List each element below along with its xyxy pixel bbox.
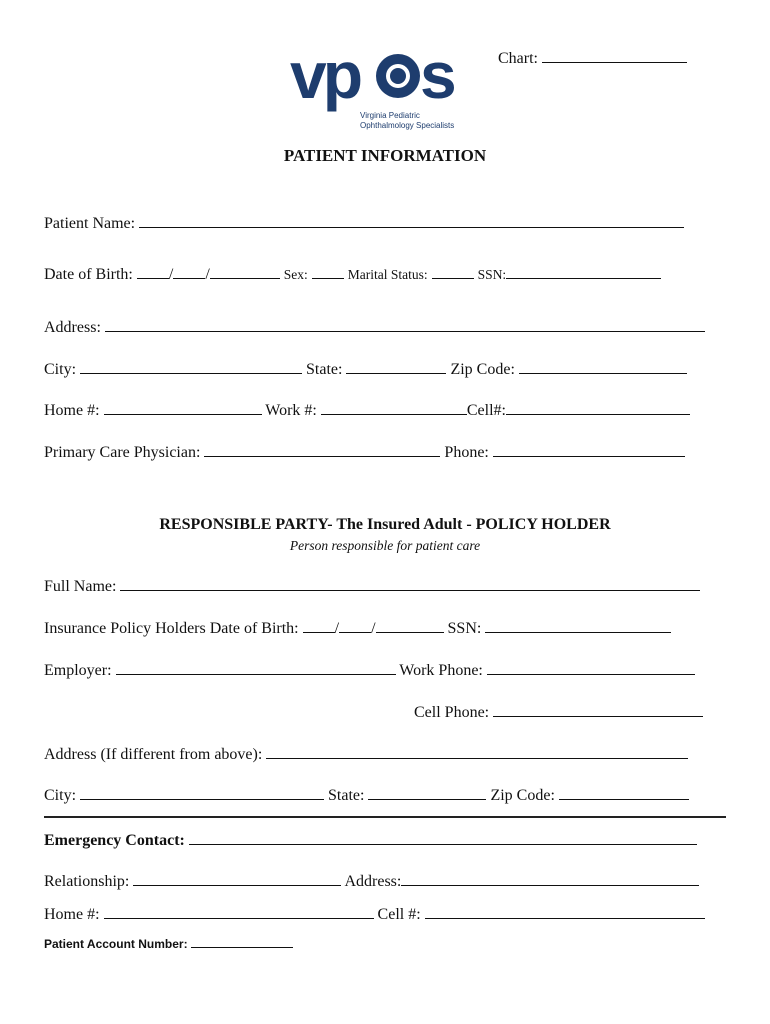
- phones-row: [44, 400, 690, 420]
- account-number-label: Patient Account Number:: [44, 937, 188, 951]
- emergency-address-label: Address:: [344, 873, 402, 890]
- address-row: [44, 317, 705, 337]
- patient-name-label: Patient Name:: [44, 215, 136, 232]
- holder-cell-row: [414, 702, 703, 722]
- practice-logo: [290, 40, 460, 132]
- responsible-party-title: RESPONSIBLE PARTY- The Insured Adult - POLICY HOLDER: [159, 516, 611, 533]
- holder-city-blank[interactable]: [80, 785, 324, 800]
- dob-row: Date of Birth: / / Sex: Marital Status: SSN:: [44, 264, 661, 284]
- patient-name-row: [44, 213, 684, 233]
- emergency-cell-label: Cell #:: [377, 906, 421, 923]
- emergency-row: [44, 830, 697, 850]
- marital-blank[interactable]: [432, 264, 474, 279]
- home-blank[interactable]: [104, 400, 262, 415]
- holder-state-label: State:: [328, 787, 365, 804]
- holder-cell-label: Cell Phone:: [414, 704, 490, 721]
- state-label: State:: [306, 361, 343, 378]
- holder-state-blank[interactable]: [368, 785, 486, 800]
- address-blank[interactable]: [105, 317, 705, 332]
- city-label: City:: [44, 361, 77, 378]
- dob-year-blank[interactable]: [210, 264, 280, 279]
- logo-caption-1: Virginia Pediatric: [360, 111, 420, 120]
- dob-month-blank[interactable]: [137, 264, 169, 279]
- work-phone-label: Work Phone:: [399, 662, 483, 679]
- chart-field: [498, 48, 687, 68]
- home-label: Home #:: [44, 402, 100, 419]
- logo-letters-left: vp: [290, 40, 360, 112]
- logo-letters-right: s: [420, 40, 457, 112]
- pcp-row: [44, 442, 685, 462]
- chart-blank[interactable]: [542, 48, 687, 63]
- state-blank[interactable]: [346, 359, 446, 374]
- holder-dob-year-blank[interactable]: [376, 618, 444, 633]
- holder-ssn-blank[interactable]: [485, 618, 671, 633]
- address-label: Address:: [44, 319, 101, 336]
- cell-blank[interactable]: [506, 400, 690, 415]
- relationship-blank[interactable]: [133, 871, 341, 886]
- holder-zip-blank[interactable]: [559, 785, 689, 800]
- holder-city-label: City:: [44, 787, 77, 804]
- holder-address-blank[interactable]: [266, 744, 688, 759]
- zip-label: Zip Code:: [450, 361, 515, 378]
- holder-dob-day-blank[interactable]: [339, 618, 371, 633]
- dob-day-blank[interactable]: [173, 264, 205, 279]
- holder-ssn-label: SSN:: [447, 620, 482, 637]
- cell-label: Cell#:: [466, 402, 506, 419]
- full-name-blank[interactable]: [120, 576, 700, 591]
- holder-dob-month-blank[interactable]: [303, 618, 335, 633]
- holder-address-label: Address (If different from above):: [44, 746, 263, 763]
- sex-blank[interactable]: [312, 264, 344, 279]
- employer-label: Employer:: [44, 662, 112, 679]
- holder-address-row: [44, 744, 688, 764]
- work-label: Work #:: [265, 402, 317, 419]
- marital-label: Marital Status:: [347, 267, 428, 282]
- patient-name-blank[interactable]: [139, 213, 684, 228]
- city-blank[interactable]: [80, 359, 302, 374]
- holder-dob-label: Insurance Policy Holders Date of Birth:: [44, 620, 299, 637]
- holder-zip-label: Zip Code:: [490, 787, 555, 804]
- work-phone-blank[interactable]: [487, 660, 695, 675]
- pcp-label: Primary Care Physician:: [44, 444, 201, 461]
- relationship-label: Relationship:: [44, 873, 130, 890]
- pcp-blank[interactable]: [204, 442, 440, 457]
- emergency-address-blank[interactable]: [401, 871, 699, 886]
- employer-row: [44, 660, 695, 680]
- emergency-home-blank[interactable]: [104, 904, 374, 919]
- zip-blank[interactable]: [519, 359, 687, 374]
- dob-label: Date of Birth:: [44, 266, 133, 283]
- emergency-home-label: Home #:: [44, 906, 100, 923]
- relationship-row: [44, 871, 699, 891]
- ssn-label: SSN:: [477, 267, 507, 282]
- emergency-label: Emergency Contact:: [44, 832, 185, 849]
- chart-label: Chart:: [498, 50, 538, 67]
- emergency-blank[interactable]: [189, 830, 697, 845]
- emergency-cell-blank[interactable]: [425, 904, 705, 919]
- holder-dob-row: Insurance Policy Holders Date of Birth: / / SSN:: [44, 618, 671, 638]
- sun-icon: [376, 54, 420, 98]
- section-divider: [44, 816, 726, 818]
- sex-label: Sex:: [283, 267, 308, 282]
- work-blank[interactable]: [321, 400, 467, 415]
- city-row: [44, 359, 687, 379]
- holder-city-row: [44, 785, 689, 805]
- patient-info-title: PATIENT INFORMATION: [283, 146, 487, 165]
- logo-graphic: [290, 40, 460, 132]
- holder-cell-blank[interactable]: [493, 702, 703, 717]
- employer-blank[interactable]: [116, 660, 396, 675]
- phone-blank[interactable]: [493, 442, 685, 457]
- full-name-label: Full Name:: [44, 578, 117, 595]
- logo-caption-2: Ophthalmology Specialists: [360, 121, 455, 130]
- phone-label: Phone:: [444, 444, 489, 461]
- ssn-blank[interactable]: [506, 264, 661, 279]
- responsible-party-subtitle: Person responsible for patient care: [289, 538, 481, 553]
- account-number-blank[interactable]: [191, 936, 293, 948]
- emergency-phones-row: [44, 904, 705, 924]
- account-number-row: [44, 936, 293, 951]
- full-name-row: [44, 576, 700, 596]
